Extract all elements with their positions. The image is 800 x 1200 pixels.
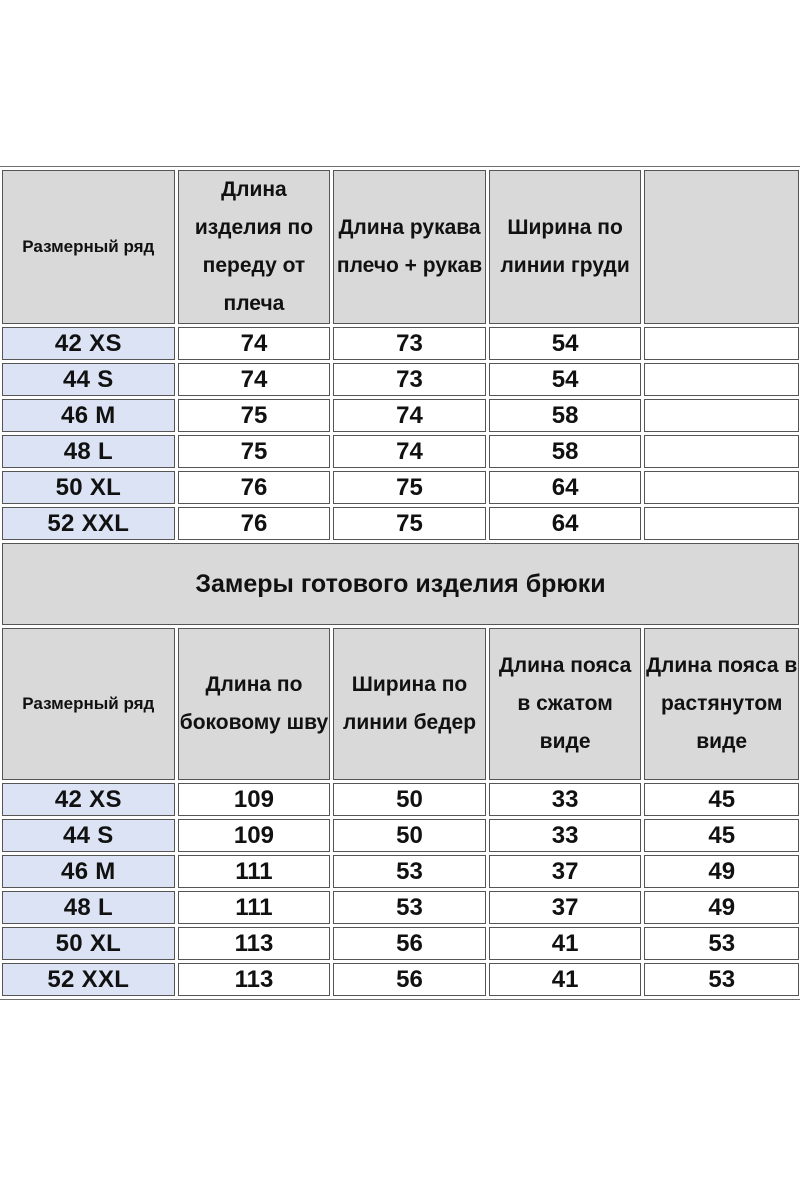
table-row	[2, 507, 799, 540]
jacket-empty-cell	[644, 399, 799, 432]
jacket-chest-cell: 54	[489, 327, 642, 360]
jacket-header-chest: Ширина по линии груди	[489, 170, 642, 324]
jacket-length-cell: 76	[178, 507, 331, 540]
trousers-waist-relaxed-cell: 37	[489, 855, 642, 888]
trousers-hips-cell: 53	[333, 855, 486, 888]
jacket-empty-cell	[644, 507, 799, 540]
jacket-empty-cell	[644, 327, 799, 360]
jacket-length-cell: 74	[178, 363, 331, 396]
trousers-header-waist-relaxed: Длина пояса в сжатом виде	[489, 628, 642, 780]
size-chart	[0, 166, 800, 1000]
trousers-waist-relaxed-cell: 41	[489, 963, 642, 996]
jacket-sleeve-cell: 74	[333, 435, 486, 468]
table-row	[2, 783, 799, 816]
jacket-size-cell: 42 XS	[2, 327, 175, 360]
table-row	[2, 363, 799, 396]
trousers-waist-stretched-cell: 45	[644, 819, 799, 852]
table-row	[2, 471, 799, 504]
jacket-empty-cell	[644, 471, 799, 504]
trousers-size-cell: 50 XL	[2, 927, 175, 960]
trousers-waist-stretched-cell: 49	[644, 855, 799, 888]
jacket-sleeve-cell: 73	[333, 363, 486, 396]
jacket-length-cell: 75	[178, 435, 331, 468]
table-row	[2, 855, 799, 888]
table-row	[2, 399, 799, 432]
trousers-size-cell: 48 L	[2, 891, 175, 924]
jacket-chest-cell: 58	[489, 399, 642, 432]
jacket-chest-cell: 64	[489, 471, 642, 504]
jacket-size-cell: 44 S	[2, 363, 175, 396]
trousers-waist-relaxed-cell: 33	[489, 783, 642, 816]
jacket-sleeve-cell: 74	[333, 399, 486, 432]
jacket-sleeve-cell: 73	[333, 327, 486, 360]
jacket-size-cell: 52 XXL	[2, 507, 175, 540]
trousers-header-hips: Ширина по линии бедер	[333, 628, 486, 780]
trousers-header-waist-stretched: Длина пояса в растянутом виде	[644, 628, 799, 780]
trousers-waist-stretched-cell: 53	[644, 927, 799, 960]
table-row	[2, 327, 799, 360]
size-chart-body	[2, 170, 799, 996]
trousers-side-seam-cell: 109	[178, 819, 331, 852]
trousers-side-seam-cell: 113	[178, 963, 331, 996]
jacket-length-cell: 74	[178, 327, 331, 360]
jacket-header-size: Размерный ряд	[2, 170, 175, 324]
jacket-empty-cell	[644, 363, 799, 396]
jacket-size-cell: 48 L	[2, 435, 175, 468]
table-row	[2, 819, 799, 852]
trousers-side-seam-cell: 111	[178, 891, 331, 924]
trousers-header-row	[2, 628, 799, 780]
trousers-waist-relaxed-cell: 33	[489, 819, 642, 852]
trousers-waist-stretched-cell: 45	[644, 783, 799, 816]
table-row	[2, 891, 799, 924]
trousers-hips-cell: 50	[333, 819, 486, 852]
section-title: Замеры готового изделия брюки	[2, 543, 799, 625]
trousers-hips-cell: 53	[333, 891, 486, 924]
table-row	[2, 927, 799, 960]
trousers-hips-cell: 56	[333, 963, 486, 996]
table-row	[2, 963, 799, 996]
jacket-sleeve-cell: 75	[333, 471, 486, 504]
trousers-waist-relaxed-cell: 41	[489, 927, 642, 960]
jacket-header-empty	[644, 170, 799, 324]
trousers-size-cell: 46 M	[2, 855, 175, 888]
jacket-chest-cell: 54	[489, 363, 642, 396]
jacket-size-cell: 50 XL	[2, 471, 175, 504]
trousers-size-cell: 44 S	[2, 819, 175, 852]
trousers-hips-cell: 56	[333, 927, 486, 960]
trousers-waist-stretched-cell: 49	[644, 891, 799, 924]
trousers-size-cell: 42 XS	[2, 783, 175, 816]
jacket-length-cell: 75	[178, 399, 331, 432]
jacket-header-row	[2, 170, 799, 324]
jacket-empty-cell	[644, 435, 799, 468]
trousers-header-size: Размерный ряд	[2, 628, 175, 780]
jacket-chest-cell: 58	[489, 435, 642, 468]
jacket-header-length: Длина изделия по переду от плеча	[178, 170, 331, 324]
jacket-chest-cell: 64	[489, 507, 642, 540]
trousers-waist-relaxed-cell: 37	[489, 891, 642, 924]
trousers-side-seam-cell: 113	[178, 927, 331, 960]
jacket-header-sleeve: Длина рукава плечо + рукав	[333, 170, 486, 324]
size-chart-table	[0, 166, 800, 1000]
jacket-size-cell: 46 M	[2, 399, 175, 432]
trousers-header-side-seam: Длина по боковому шву	[178, 628, 331, 780]
trousers-size-cell: 52 XXL	[2, 963, 175, 996]
trousers-side-seam-cell: 109	[178, 783, 331, 816]
section-title-row	[2, 543, 799, 625]
table-row	[2, 435, 799, 468]
trousers-hips-cell: 50	[333, 783, 486, 816]
jacket-sleeve-cell: 75	[333, 507, 486, 540]
trousers-waist-stretched-cell: 53	[644, 963, 799, 996]
jacket-length-cell: 76	[178, 471, 331, 504]
trousers-side-seam-cell: 111	[178, 855, 331, 888]
